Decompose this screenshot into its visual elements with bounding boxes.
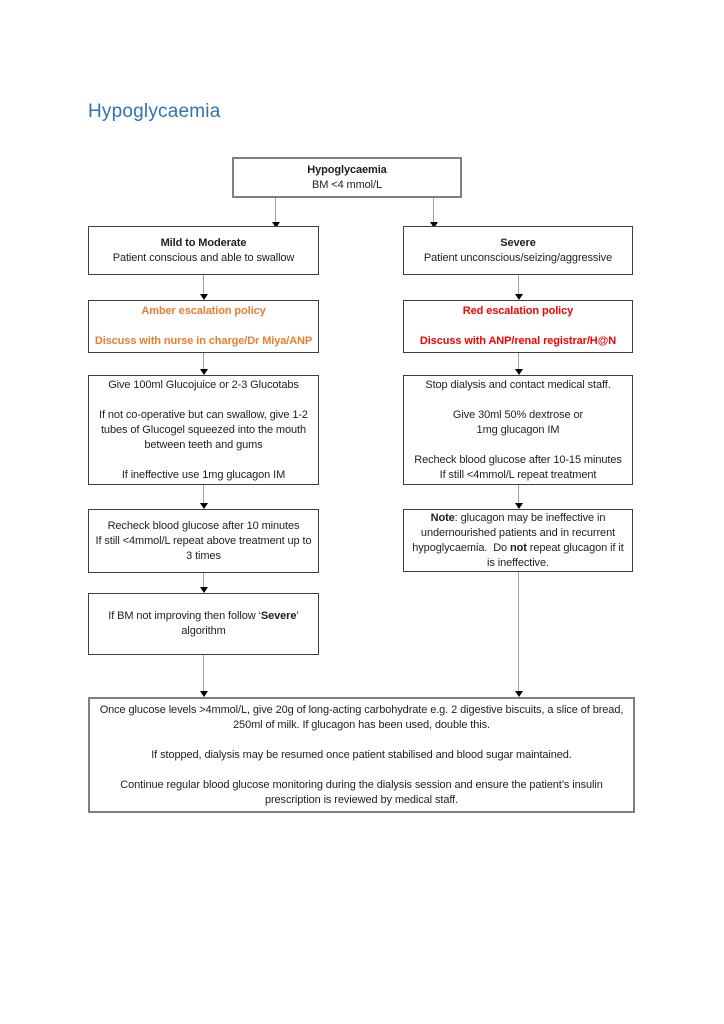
mild-header-text — [113, 236, 295, 266]
mild-header-subtitle: Patient conscious and able to swallow — [112, 251, 295, 264]
connector-line — [203, 573, 204, 587]
mild-escalation-text — [92, 609, 315, 639]
flow-box-mild-escalation — [88, 593, 319, 655]
mild-recheck-line-2: If still <4mmol/L repeat above treatment up to 3 times — [95, 534, 312, 562]
flow-box-mild-treatment — [88, 375, 319, 485]
flow-box-red-policy — [403, 300, 633, 353]
flow-box-glucagon-note — [403, 509, 633, 572]
severe-treatment-step-3 — [414, 453, 621, 483]
severe-treatment-step-3-line-1: Recheck blood glucose after 10-15 minutes — [414, 453, 622, 466]
connector-line — [275, 198, 276, 222]
red-policy-title: Red escalation policy — [462, 305, 574, 317]
severe-header-title: Severe — [500, 236, 536, 249]
connector-line — [203, 353, 204, 369]
severe-treatment-step-2-line-2: 1mg glucagon IM — [476, 423, 560, 436]
severe-header-text — [424, 236, 612, 266]
mild-escalation-segment-1: If BM not improving then follow ‘ — [108, 610, 261, 622]
severe-treatment-step-3-line-2: If still <4mmol/L repeat treatment — [439, 468, 597, 481]
flow-box-amber-policy — [88, 300, 319, 353]
final-care-step-2: If stopped, dialysis may be resumed once patient stabilised and blood sugar maintained. — [151, 748, 572, 761]
amber-policy-title: Amber escalation policy — [141, 305, 266, 317]
root-box-title: Hypoglycaemia — [307, 163, 387, 176]
page-title: Hypoglycaemia — [88, 101, 221, 122]
mild-recheck-text — [92, 519, 315, 564]
final-care-step-3: Continue regular blood glucose monitoring during the dialysis session and ensure the patient’s insulin prescription is reviewed by medical staff. — [120, 778, 603, 806]
connector-line — [518, 485, 519, 503]
final-care-step-1: Once glucose levels >4mmol/L, give 20g of long-acting carbohydrate e.g. 2 digestive biscuits, a slice of bread, 250ml of milk. If glucagon has been used, double this. — [99, 703, 624, 731]
connector-line — [518, 572, 519, 691]
connector-line — [203, 485, 204, 503]
flow-box-root — [232, 157, 462, 198]
connector-line — [203, 275, 204, 294]
severe-treatment-step-2-line-1: Give 30ml 50% dextrose or — [452, 408, 584, 421]
mild-escalation-bold-severe: Severe — [260, 610, 297, 622]
red-policy-action: Discuss with ANP/renal registrar/H@N — [419, 335, 617, 347]
mild-treatment-step-3: If ineffective use 1mg glucagon IM — [121, 468, 286, 481]
connector-line — [203, 655, 204, 691]
mild-escalation-segment-2: ’ algorithm — [181, 610, 299, 637]
mild-treatment-step-2: If not co-operative but can swallow, give 1-2 tubes of Glucogel squeezed into the mouth between teeth and gums — [99, 408, 308, 451]
root-box-text — [307, 163, 386, 193]
glucagon-note-bold-note: Note — [430, 511, 455, 524]
flow-box-mild-header — [88, 226, 319, 275]
flow-box-severe-header — [403, 226, 633, 275]
connector-line — [518, 275, 519, 294]
mild-header-title: Mild to Moderate — [160, 236, 247, 249]
severe-header-subtitle: Patient unconscious/seizing/aggressive — [423, 251, 613, 264]
connector-line — [518, 353, 519, 369]
glucagon-note-bold-not: not — [510, 541, 527, 554]
mild-treatment-step-1: Give 100ml Glucojuice or 2-3 Glucotabs — [108, 378, 299, 391]
mild-recheck-line-1: Recheck blood glucose after 10 minutes — [107, 519, 300, 532]
severe-treatment-step-1: Stop dialysis and contact medical staff. — [425, 378, 611, 391]
flow-box-final-care — [88, 697, 635, 813]
connector-line — [433, 198, 434, 222]
flow-box-severe-treatment — [403, 375, 633, 485]
flow-box-mild-recheck — [88, 509, 319, 573]
glucagon-note-segment-1: : glucagon may be ineffective in undernourished patients and in recurrent hypoglycaemia. Do — [412, 511, 619, 554]
root-box-subtitle: BM <4 mmol/L — [311, 178, 382, 191]
glucagon-note-text — [407, 511, 629, 571]
glucagon-note-segment-2: repeat glucagon if it is ineffective. — [487, 541, 627, 569]
severe-treatment-step-2 — [453, 408, 583, 438]
amber-policy-action: Discuss with nurse in charge/Dr Miya/ANP — [94, 335, 313, 347]
